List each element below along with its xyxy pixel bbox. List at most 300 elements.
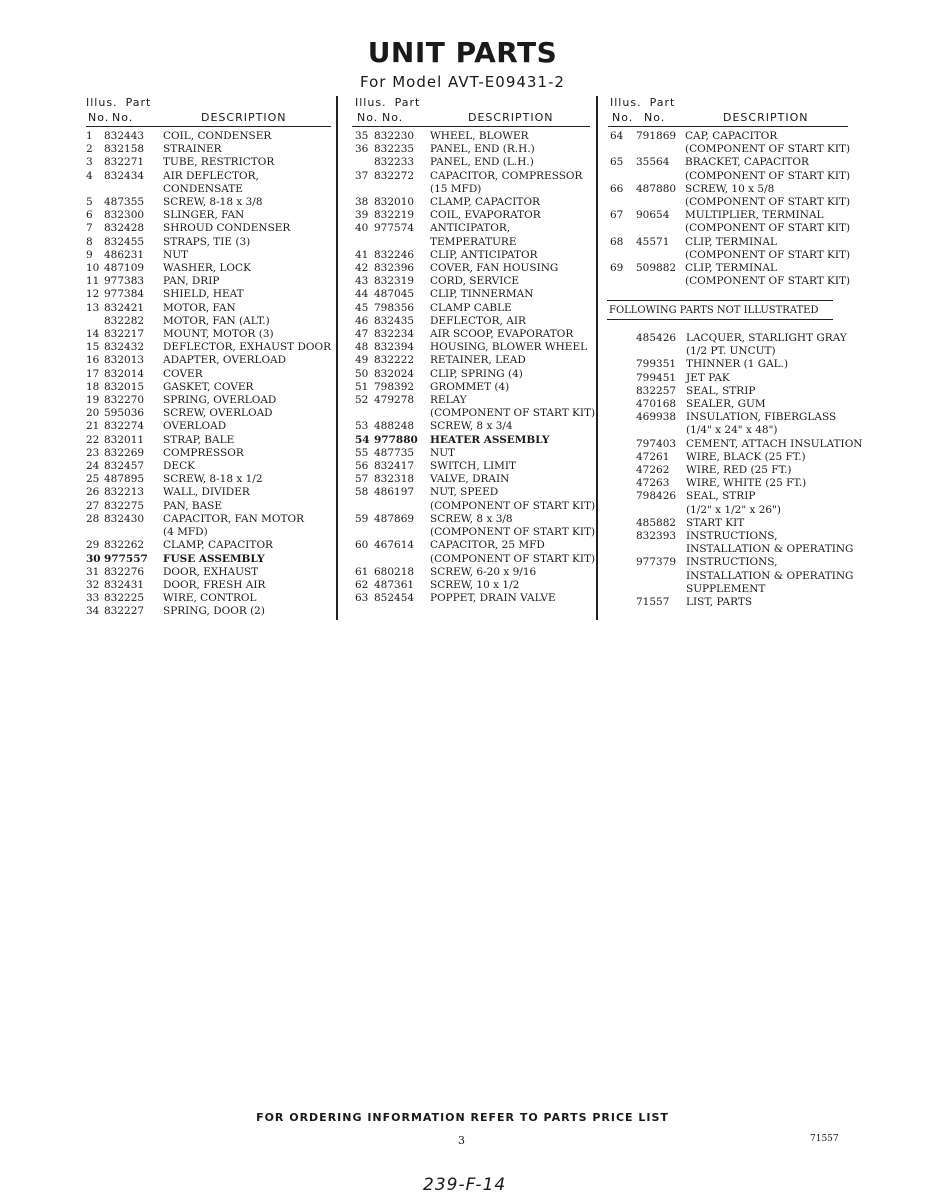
part-description: CLIP, TINNERMAN bbox=[430, 288, 534, 301]
part-description: (COMPONENT OF START KIT) bbox=[685, 275, 851, 288]
part-number: 977384 bbox=[104, 288, 145, 301]
illus-number: 38 bbox=[355, 196, 369, 209]
page-title: UNIT PARTS bbox=[367, 36, 558, 69]
part-description: CLIP, TERMINAL bbox=[685, 262, 777, 275]
part-description: (COMPONENT OF START KIT) bbox=[430, 526, 596, 539]
not-illustrated-row bbox=[636, 437, 863, 451]
illus-number: 37 bbox=[355, 169, 369, 182]
illus-number: 63 bbox=[355, 592, 369, 605]
parts-row bbox=[352, 196, 590, 209]
part-number: 832393 bbox=[636, 530, 677, 543]
parts-row bbox=[608, 262, 848, 275]
part-number: 832318 bbox=[374, 473, 415, 486]
part-description: COMPRESSOR bbox=[163, 446, 244, 459]
part-description: CLAMP, CAPACITOR bbox=[430, 196, 540, 209]
part-number: 798426 bbox=[636, 490, 677, 503]
parts-row bbox=[86, 553, 331, 566]
part-description: COVER bbox=[163, 367, 203, 380]
part-description: DEFLECTOR, AIR bbox=[430, 314, 526, 327]
part-description: PAN, BASE bbox=[163, 499, 223, 512]
part-number: 798392 bbox=[374, 380, 415, 393]
parts-row-continuation bbox=[608, 169, 851, 183]
parts-row bbox=[352, 447, 590, 460]
part-number: 832233 bbox=[374, 156, 415, 169]
parts-row-continuation bbox=[352, 236, 590, 249]
handwritten-note: 239-F-14 bbox=[423, 1175, 507, 1195]
parts-row bbox=[352, 170, 590, 183]
part-number: 832435 bbox=[374, 314, 415, 327]
illus-number: 21 bbox=[86, 420, 100, 433]
illus-number: 58 bbox=[355, 486, 369, 499]
parts-row bbox=[352, 354, 590, 367]
illus-number: 36 bbox=[355, 143, 369, 156]
part-description: TEMPERATURE bbox=[430, 235, 517, 248]
column-header-row-2 bbox=[86, 111, 331, 125]
header-description: DESCRIPTION bbox=[468, 111, 554, 124]
parts-row bbox=[86, 354, 331, 367]
parts-row bbox=[352, 302, 590, 315]
page-number: 3 bbox=[458, 1134, 465, 1147]
parts-row bbox=[352, 143, 590, 156]
ordering-note: FOR ORDERING INFORMATION REFER TO PARTS PRICE LIST bbox=[256, 1111, 669, 1124]
part-number: 832396 bbox=[374, 262, 415, 275]
part-description: SCREW, 8-18 x 1/2 bbox=[163, 473, 263, 486]
illus-number: 40 bbox=[355, 222, 369, 235]
parts-row bbox=[86, 236, 331, 249]
illus-number: 6 bbox=[86, 209, 93, 222]
illus-number: 69 bbox=[610, 262, 624, 275]
part-number: 488248 bbox=[374, 420, 415, 433]
part-number: 791869 bbox=[636, 130, 677, 142]
parts-row bbox=[86, 341, 331, 354]
parts-row bbox=[352, 394, 590, 407]
illus-number: 27 bbox=[86, 499, 100, 512]
not-illustrated-continuation bbox=[636, 504, 856, 517]
part-number: 487880 bbox=[636, 182, 677, 195]
illus-number: 28 bbox=[86, 512, 100, 525]
part-description: ANTICIPATOR, bbox=[430, 222, 511, 235]
header-illus-no: No. bbox=[88, 111, 110, 124]
parts-row bbox=[352, 130, 590, 143]
part-number: 832457 bbox=[104, 460, 145, 473]
part-number: 832270 bbox=[104, 394, 145, 407]
illus-number: 7 bbox=[86, 222, 93, 235]
part-description: CLAMP CABLE bbox=[430, 301, 512, 314]
illus-number: 4 bbox=[86, 169, 93, 182]
part-description: WIRE, RED (25 FT.) bbox=[686, 464, 792, 477]
parts-row bbox=[86, 288, 331, 301]
part-description: (COMPONENT OF START KIT) bbox=[685, 248, 851, 261]
parts-row bbox=[86, 447, 331, 460]
part-number: 832394 bbox=[374, 341, 415, 354]
parts-row bbox=[86, 473, 331, 486]
illus-number: 43 bbox=[355, 275, 369, 288]
parts-row-continuation bbox=[352, 407, 596, 420]
parts-row bbox=[352, 222, 590, 235]
parts-row bbox=[608, 183, 848, 196]
part-number: 832269 bbox=[104, 446, 145, 459]
not-illustrated-continuation bbox=[636, 543, 856, 556]
parts-row bbox=[86, 420, 331, 433]
parts-row bbox=[352, 592, 590, 605]
parts-row bbox=[352, 486, 590, 499]
part-description: (1/2" x 1/2" x 26") bbox=[686, 503, 782, 516]
parts-row bbox=[86, 209, 331, 222]
header-description: DESCRIPTION bbox=[201, 111, 287, 124]
parts-row bbox=[86, 368, 331, 381]
part-number: 832257 bbox=[636, 384, 677, 397]
parts-row bbox=[86, 302, 331, 315]
illus-number: 68 bbox=[610, 235, 624, 248]
part-number: 832024 bbox=[374, 367, 415, 380]
illus-number: 18 bbox=[86, 380, 100, 393]
parts-column-3 bbox=[608, 96, 851, 288]
part-number: 470168 bbox=[636, 398, 677, 411]
not-illustrated-row bbox=[636, 517, 856, 530]
part-description: SPRING, DOOR (2) bbox=[163, 605, 265, 618]
part-description: SCREW, 10 x 1/2 bbox=[430, 578, 520, 591]
column-header-row-1 bbox=[608, 96, 848, 111]
part-number: 832219 bbox=[374, 209, 415, 222]
parts-row bbox=[608, 156, 848, 169]
part-description: ADAPTER, OVERLOAD bbox=[163, 354, 287, 367]
parts-row-continuation bbox=[352, 526, 596, 539]
parts-row bbox=[352, 262, 590, 275]
parts-row-continuation bbox=[352, 183, 590, 196]
illus-number: 59 bbox=[355, 512, 369, 525]
part-description: CAPACITOR, FAN MOTOR bbox=[163, 512, 305, 525]
part-number: 35564 bbox=[636, 156, 670, 169]
part-number: 832230 bbox=[374, 130, 415, 142]
part-number: 832222 bbox=[374, 354, 415, 367]
part-description: HOUSING, BLOWER WHEEL bbox=[430, 341, 588, 354]
illus-number: 50 bbox=[355, 367, 369, 380]
part-description: SLINGER, FAN bbox=[163, 209, 245, 222]
illus-number: 22 bbox=[86, 433, 100, 446]
part-description: POPPET, DRAIN VALVE bbox=[430, 592, 556, 605]
parts-row bbox=[86, 196, 331, 209]
part-number: 469938 bbox=[636, 411, 677, 424]
parts-row bbox=[352, 473, 590, 486]
not-illustrated-row bbox=[636, 477, 856, 490]
parts-row bbox=[352, 368, 590, 381]
not-illustrated-row bbox=[636, 556, 856, 569]
part-description: (COMPONENT OF START KIT) bbox=[430, 499, 596, 512]
parts-row bbox=[352, 209, 590, 222]
parts-row bbox=[86, 394, 331, 407]
part-number: 977379 bbox=[636, 556, 677, 569]
part-number: 832282 bbox=[104, 314, 145, 327]
parts-row bbox=[352, 249, 590, 262]
illus-number: 11 bbox=[86, 275, 100, 288]
parts-row bbox=[86, 156, 331, 169]
part-description: DECK bbox=[163, 460, 195, 473]
parts-row bbox=[86, 381, 331, 394]
header-part-no: No. bbox=[112, 111, 134, 124]
illus-number: 53 bbox=[355, 420, 369, 433]
illus-number: 39 bbox=[355, 209, 369, 222]
part-number: 509882 bbox=[636, 262, 677, 275]
not-illustrated-row bbox=[636, 411, 856, 424]
part-description: MULTIPLIER, TERMINAL bbox=[685, 209, 824, 222]
illus-number: 54 bbox=[355, 433, 370, 446]
not-illustrated-row bbox=[636, 596, 856, 609]
illus-number: 46 bbox=[355, 314, 369, 327]
illus-number: 44 bbox=[355, 288, 369, 301]
parts-row bbox=[352, 328, 590, 341]
part-number: 486197 bbox=[374, 486, 415, 499]
illus-number: 41 bbox=[355, 248, 369, 261]
header-illus: Illus. bbox=[86, 96, 118, 109]
illus-number: 45 bbox=[355, 301, 369, 314]
part-description: DOOR, FRESH AIR bbox=[163, 578, 266, 591]
part-description: MOUNT, MOTOR (3) bbox=[163, 328, 274, 341]
part-description: OVERLOAD bbox=[163, 420, 227, 433]
part-description: STRAINER bbox=[163, 143, 222, 156]
parts-row bbox=[86, 275, 331, 288]
part-description: (COMPONENT OF START KIT) bbox=[430, 407, 596, 420]
parts-row bbox=[86, 579, 331, 592]
illus-number: 64 bbox=[610, 130, 624, 142]
part-number: 832272 bbox=[374, 169, 415, 182]
illus-number: 3 bbox=[86, 156, 93, 169]
part-description: GASKET, COVER bbox=[163, 380, 254, 393]
part-number: 832262 bbox=[104, 539, 145, 552]
part-description: CAPACITOR, COMPRESSOR bbox=[430, 169, 583, 182]
illus-number: 49 bbox=[355, 354, 369, 367]
part-description: GROMMET (4) bbox=[430, 380, 510, 393]
parts-column-1 bbox=[86, 96, 331, 619]
parts-row bbox=[86, 605, 331, 618]
part-description: CONDENSATE bbox=[163, 182, 243, 195]
parts-row bbox=[86, 539, 331, 552]
parts-row-continuation bbox=[608, 143, 851, 156]
not-illustrated-row bbox=[636, 451, 856, 464]
illus-number: 26 bbox=[86, 486, 100, 499]
part-description: PAN, DRIP bbox=[163, 275, 220, 288]
part-description: INSTRUCTIONS, bbox=[686, 556, 778, 569]
part-number: 832010 bbox=[374, 196, 415, 209]
part-description: SCREW, OVERLOAD bbox=[163, 407, 273, 420]
parts-row bbox=[86, 513, 331, 526]
header-illus: Illus. bbox=[355, 96, 387, 109]
part-description: INSTALLATION & OPERATING bbox=[686, 569, 854, 582]
part-description: AIR SCOOP, EVAPORATOR bbox=[430, 328, 574, 341]
part-description: SPRING, OVERLOAD bbox=[163, 394, 277, 407]
part-description: SCREW, 8 x 3/4 bbox=[430, 420, 513, 433]
parts-row bbox=[352, 341, 590, 354]
part-number: 832276 bbox=[104, 565, 145, 578]
part-number: 595036 bbox=[104, 407, 145, 420]
illus-number: 52 bbox=[355, 394, 369, 407]
part-description: (4 MFD) bbox=[163, 526, 208, 539]
part-number: 832246 bbox=[374, 248, 415, 261]
part-number: 47261 bbox=[636, 450, 670, 463]
parts-row bbox=[86, 222, 331, 235]
parts-row bbox=[86, 566, 331, 579]
header-part: Part bbox=[649, 96, 676, 109]
part-description: LACQUER, STARLIGHT GRAY bbox=[686, 332, 847, 344]
part-description: RELAY bbox=[430, 394, 467, 407]
part-description: SCREW, 6-20 x 9/16 bbox=[430, 565, 537, 578]
parts-row bbox=[86, 130, 331, 143]
illus-number: 10 bbox=[86, 262, 100, 275]
not-illustrated-row bbox=[636, 358, 856, 371]
not-illustrated-continuation bbox=[636, 345, 856, 358]
part-description: AIR DEFLECTOR, bbox=[163, 169, 259, 182]
part-number: 832225 bbox=[104, 592, 145, 605]
parts-row-continuation bbox=[608, 275, 851, 288]
parts-row bbox=[86, 434, 331, 447]
part-description: SUPPLEMENT bbox=[686, 582, 766, 595]
part-number: 832213 bbox=[104, 486, 145, 499]
document-number: 71557 bbox=[810, 1134, 839, 1144]
part-description: CEMENT, ATTACH INSULATION bbox=[686, 437, 863, 450]
column-divider bbox=[336, 96, 338, 620]
illus-number: 15 bbox=[86, 341, 100, 354]
parts-row bbox=[86, 500, 331, 513]
part-number: 797403 bbox=[636, 437, 677, 450]
header-rule bbox=[86, 126, 331, 127]
parts-row bbox=[86, 486, 331, 499]
parts-row bbox=[352, 434, 590, 447]
illus-number: 19 bbox=[86, 394, 100, 407]
part-description: FUSE ASSEMBLY bbox=[163, 552, 265, 565]
part-number: 487869 bbox=[374, 512, 415, 525]
header-part: Part bbox=[394, 96, 421, 109]
parts-row bbox=[352, 275, 590, 288]
part-description: STRAPS, TIE (3) bbox=[163, 235, 251, 248]
parts-row bbox=[86, 592, 331, 605]
part-description: WIRE, BLACK (25 FT.) bbox=[686, 450, 806, 463]
not-illustrated-row bbox=[636, 372, 856, 385]
part-description: SHROUD CONDENSER bbox=[163, 222, 291, 235]
part-description: (COMPONENT OF START KIT) bbox=[685, 169, 851, 182]
part-number: 485426 bbox=[636, 332, 677, 344]
part-description: DEFLECTOR, EXHAUST DOOR bbox=[163, 341, 332, 354]
illus-number: 32 bbox=[86, 578, 100, 591]
part-number: 852454 bbox=[374, 592, 415, 605]
illus-number: 16 bbox=[86, 354, 100, 367]
illus-number: 35 bbox=[355, 130, 369, 142]
header-rule bbox=[608, 126, 848, 127]
part-description: WIRE, WHITE (25 FT.) bbox=[686, 477, 807, 490]
part-description: DOOR, EXHAUST bbox=[163, 565, 259, 578]
illus-number: 66 bbox=[610, 182, 624, 195]
illus-number: 51 bbox=[355, 380, 369, 393]
part-number: 832015 bbox=[104, 380, 145, 393]
parts-row bbox=[352, 460, 590, 473]
part-description: (COMPONENT OF START KIT) bbox=[685, 222, 851, 235]
not-illustrated-row bbox=[636, 464, 856, 477]
illus-number: 55 bbox=[355, 446, 369, 459]
part-number: 487895 bbox=[104, 473, 145, 486]
not-illustrated-row bbox=[636, 332, 856, 345]
part-description: MOTOR, FAN bbox=[163, 301, 236, 314]
part-number: 71557 bbox=[636, 596, 670, 609]
parts-row bbox=[608, 209, 848, 222]
not-illustrated-continuation bbox=[636, 570, 856, 583]
column-header-row-2 bbox=[608, 111, 848, 125]
part-description: LIST, PARTS bbox=[686, 596, 753, 609]
illus-number: 20 bbox=[86, 407, 100, 420]
illus-number: 5 bbox=[86, 196, 93, 209]
part-number: 832234 bbox=[374, 328, 415, 341]
part-description: SCREW, 8-18 x 3/8 bbox=[163, 196, 263, 209]
part-number: 832443 bbox=[104, 130, 145, 142]
part-number: 487045 bbox=[374, 288, 415, 301]
header-illus-no: No. bbox=[612, 111, 634, 124]
part-description: INSTRUCTIONS, bbox=[686, 530, 778, 543]
illus-number: 29 bbox=[86, 539, 100, 552]
part-number: 832235 bbox=[374, 143, 415, 156]
part-number: 467614 bbox=[374, 539, 415, 552]
part-number: 487109 bbox=[104, 262, 145, 275]
illus-number: 60 bbox=[355, 539, 369, 552]
not-illustrated-row bbox=[636, 385, 856, 398]
part-description: COIL, CONDENSER bbox=[163, 130, 272, 142]
part-number: 832319 bbox=[374, 275, 415, 288]
part-description: NUT bbox=[430, 446, 456, 459]
part-description: CLAMP, CAPACITOR bbox=[163, 539, 273, 552]
part-description: BRACKET, CAPACITOR bbox=[685, 156, 809, 169]
part-description: JET PAK bbox=[686, 371, 730, 384]
header-part-no: No. bbox=[382, 111, 404, 124]
parts-row bbox=[608, 130, 848, 143]
not-illustrated-row bbox=[636, 398, 856, 411]
model-subtitle: For Model AVT-E09431-2 bbox=[360, 73, 565, 91]
part-number: 977557 bbox=[104, 552, 148, 565]
part-description: RETAINER, LEAD bbox=[430, 354, 526, 367]
part-description: NUT, SPEED bbox=[430, 486, 499, 499]
not-illustrated-continuation bbox=[636, 424, 856, 437]
part-number: 832013 bbox=[104, 354, 145, 367]
illus-number: 8 bbox=[86, 235, 93, 248]
illus-number: 30 bbox=[86, 552, 101, 565]
part-description: WIRE, CONTROL bbox=[163, 592, 257, 605]
header-description: DESCRIPTION bbox=[723, 111, 809, 124]
part-description: COIL, EVAPORATOR bbox=[430, 209, 541, 222]
parts-row bbox=[86, 460, 331, 473]
part-description: SHIELD, HEAT bbox=[163, 288, 244, 301]
parts-row-continuation bbox=[352, 499, 596, 513]
part-number: 487361 bbox=[374, 578, 415, 591]
part-description: INSULATION, FIBERGLASS bbox=[686, 411, 837, 424]
parts-row bbox=[352, 288, 590, 301]
part-description: SEAL, STRIP bbox=[686, 490, 756, 503]
part-number: 832430 bbox=[104, 512, 145, 525]
part-number: 832300 bbox=[104, 209, 145, 222]
illus-number: 57 bbox=[355, 473, 369, 486]
illus-number: 14 bbox=[86, 328, 100, 341]
part-description: SCREW, 10 x 5/8 bbox=[685, 182, 775, 195]
not-illustrated-list bbox=[636, 332, 863, 609]
parts-row bbox=[352, 539, 590, 552]
column-header-row-2 bbox=[352, 111, 590, 125]
illus-number: 17 bbox=[86, 367, 100, 380]
illus-number: 62 bbox=[355, 578, 369, 591]
not-illustrated-continuation bbox=[636, 583, 856, 596]
illus-number: 2 bbox=[86, 143, 93, 156]
illus-number: 31 bbox=[86, 565, 100, 578]
part-number: 798356 bbox=[374, 301, 415, 314]
part-description: SWITCH, LIMIT bbox=[430, 460, 517, 473]
part-description: CAPACITOR, 25 MFD bbox=[430, 539, 545, 552]
part-number: 799451 bbox=[636, 371, 677, 384]
illus-number: 23 bbox=[86, 446, 100, 459]
part-number: 47263 bbox=[636, 477, 670, 490]
parts-row bbox=[352, 156, 590, 169]
